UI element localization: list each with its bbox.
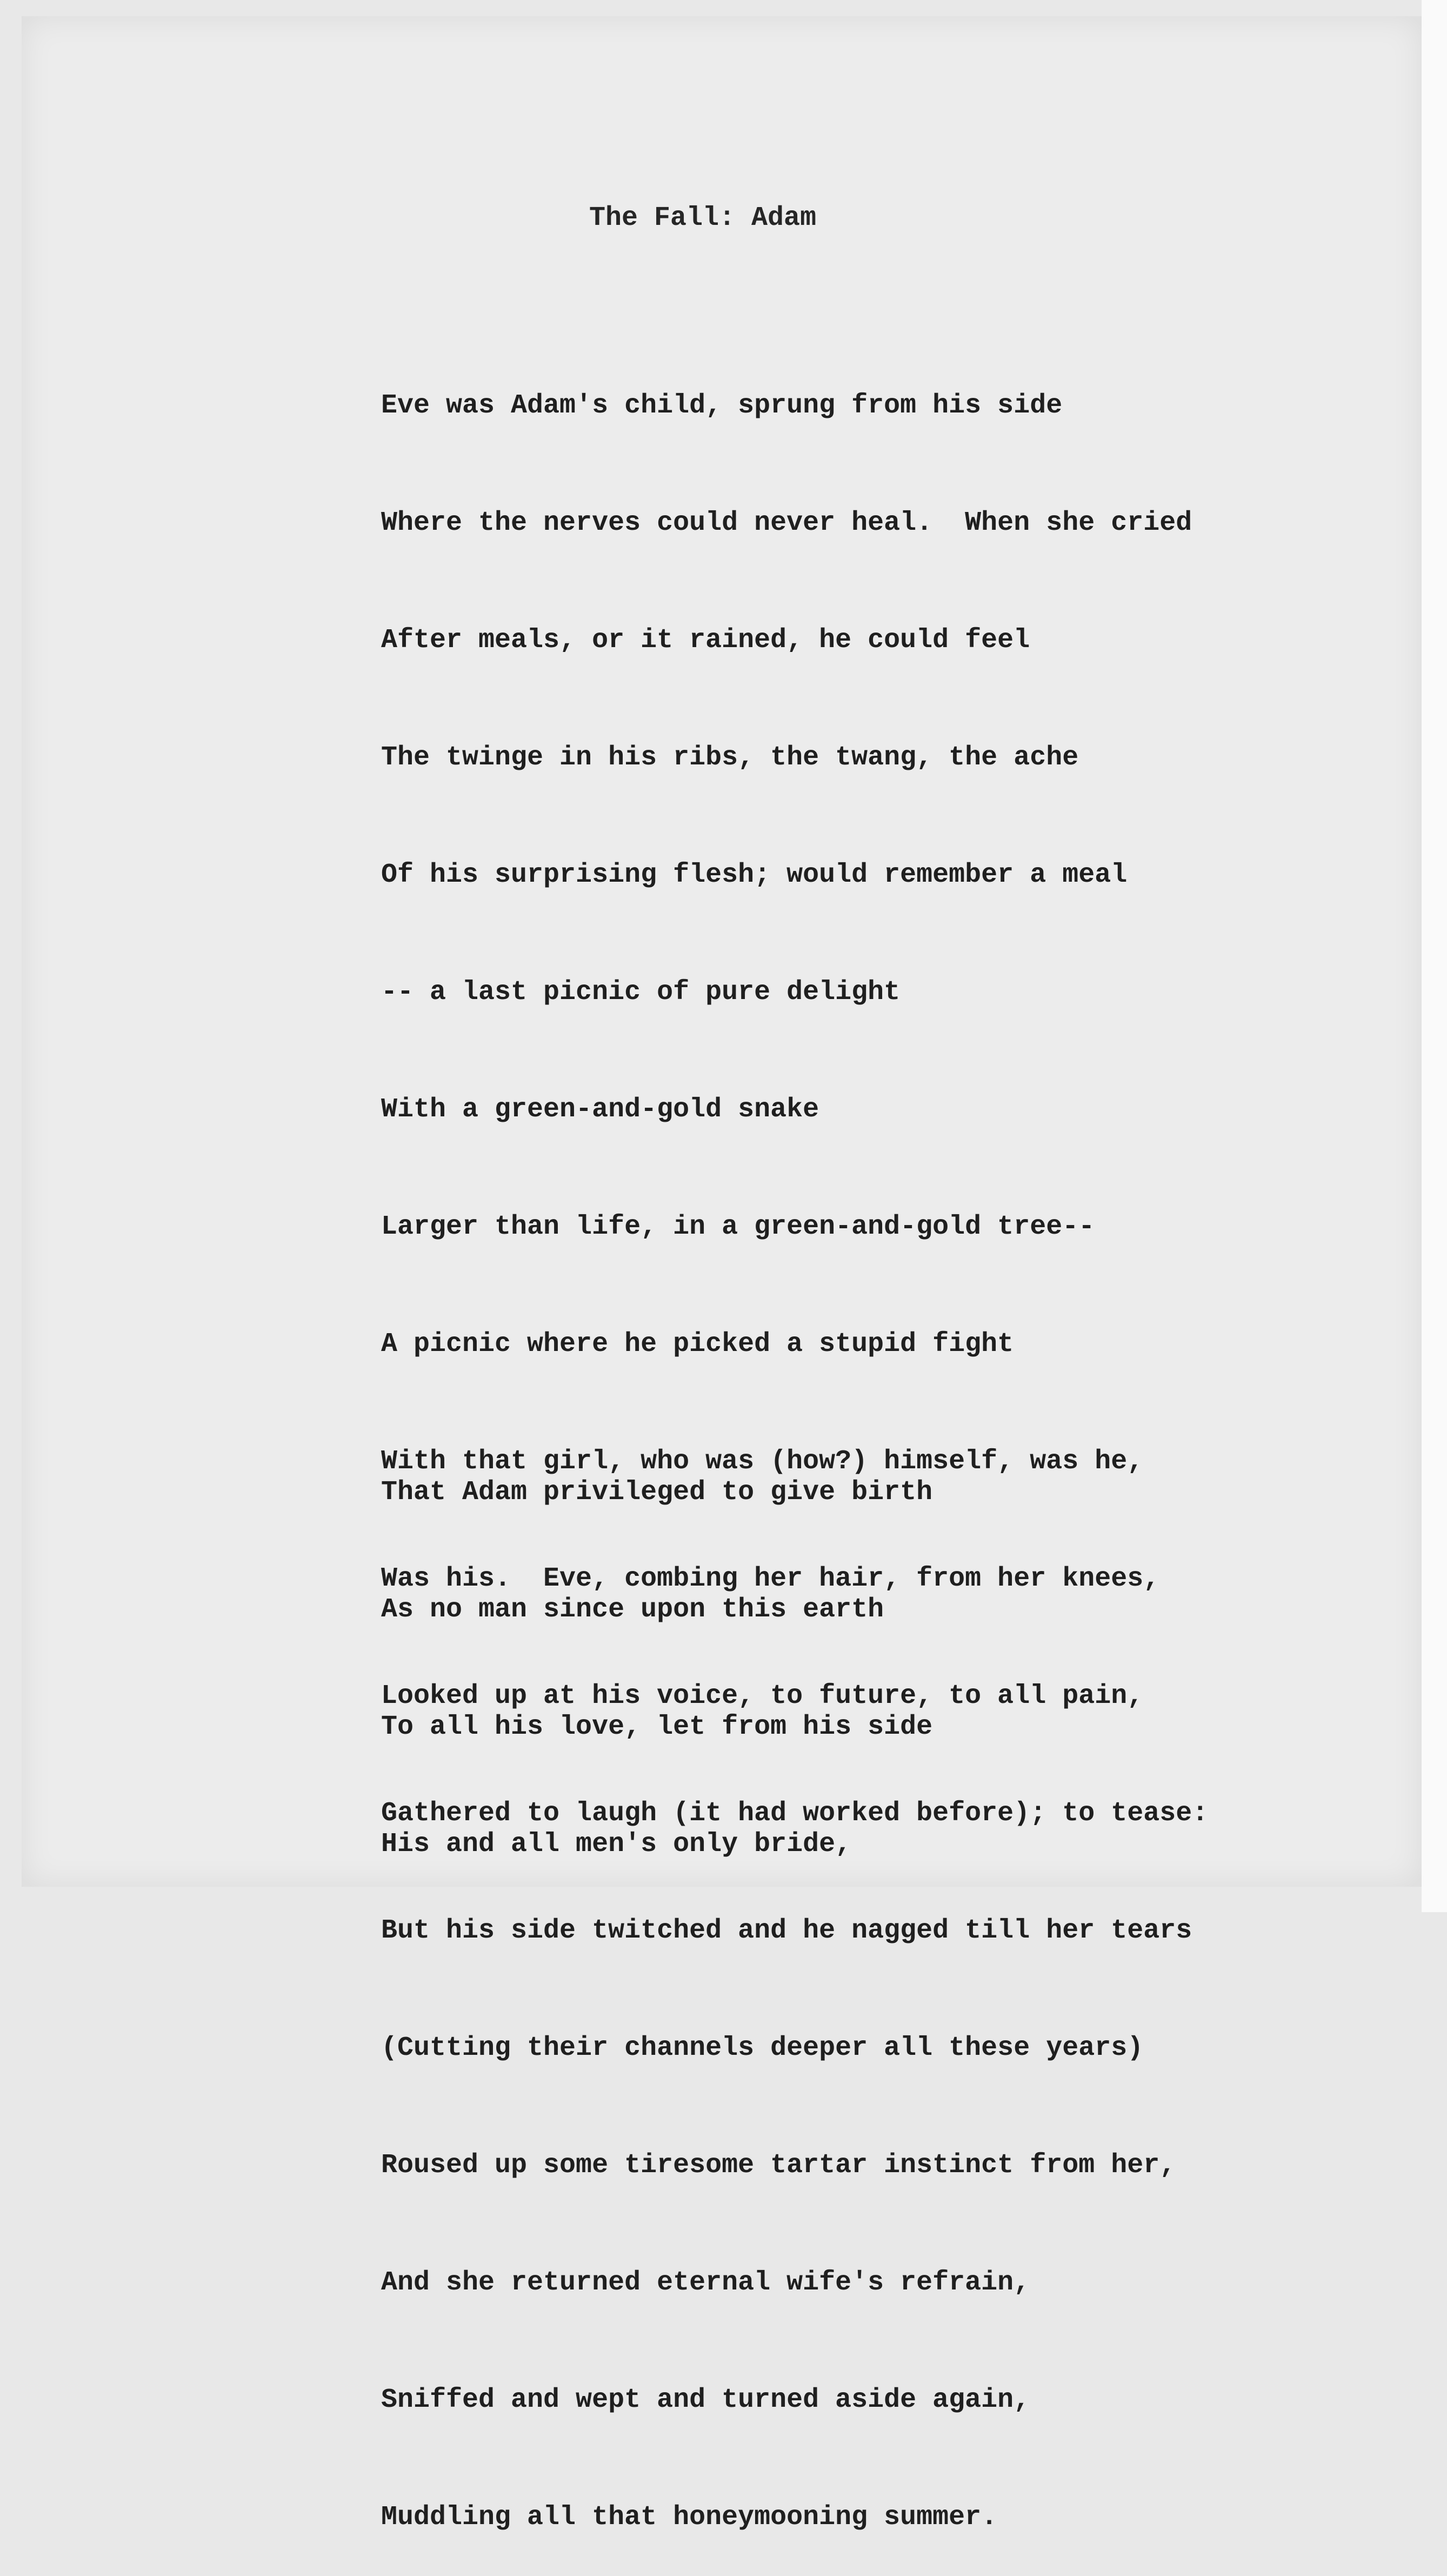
poem-line: Sniffed and wept and turned aside again, [381,2385,1030,2415]
poem-line: That Adam privileged to give birth [381,1477,933,1508]
poem-line: After meals, or it rained, he could feel [381,625,1030,656]
poem-line: Was his. Eve, combing her hair, from her knees, [381,1563,1160,1594]
poem-line: His and all men's only bride, [381,1829,852,1860]
poem-line: With a green-and-gold snake [381,1094,819,1125]
poem-line: Where the nerves could never heal. When she cried [381,508,1192,538]
poem-line: And she returned eternal wife's refrain, [381,2267,1030,2298]
poem-line: Roused up some tiresome tartar instinct from her, [381,2150,1176,2181]
stanza-2 [381,1403,932,1903]
poem-line: A picnic where he picked a stupid fight [381,1329,1014,1360]
poem-line: Of his surprising flesh; would remember a meal [381,860,1128,890]
poem-line: But his side twitched and he nagged till her tears [381,1915,1192,1946]
poem-line: Muddling all that honeymooning summer. [381,2502,998,2533]
poem-line: -- a last picnic of pure delight [381,977,901,1008]
poem-line: (Cutting their channels deeper all these years) [381,2033,1144,2064]
poem-line: With that girl, who was (how?) himself, was he, [381,1446,1144,1477]
poem-title: The Fall: Adam [589,203,817,234]
poem-line: Gathered to laugh (it had worked before); to tease: [381,1798,1209,1829]
page-edge [1422,0,1447,1912]
poem-line: As no man since upon this earth [381,1594,884,1625]
poem-line: The twinge in his ribs, the twang, the ache [381,742,1079,773]
poem-line: To all his love, let from his side [381,1712,933,1742]
poem-line: Looked up at his voice, to future, to all pain, [381,1681,1144,1712]
poem-line: Eve was Adam's child, sprung from his side [381,390,1063,421]
poem-line: Larger than life, in a green-and-gold tree-- [381,1212,1095,1242]
